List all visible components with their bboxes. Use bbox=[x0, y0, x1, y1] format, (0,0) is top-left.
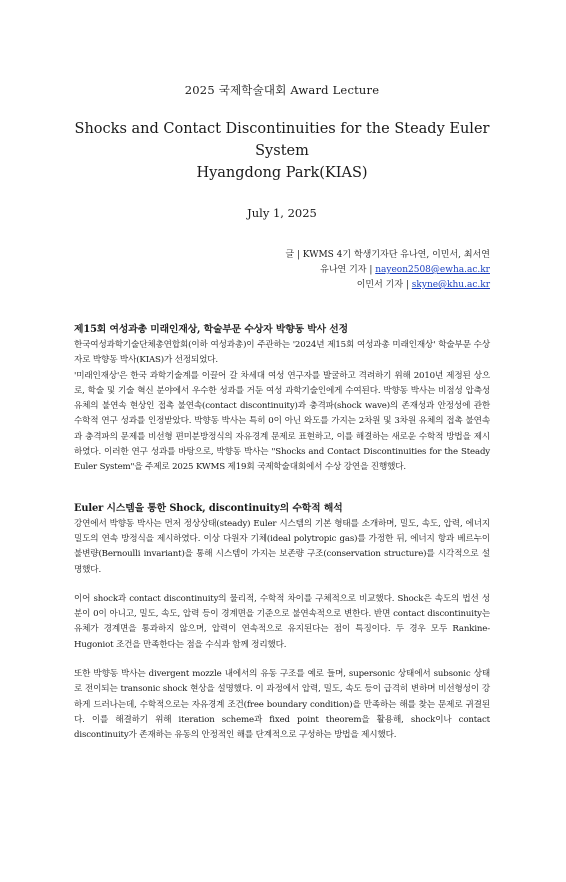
paragraph: 한국여성과학기술단체총연합회(이하 여성과총)이 주관하는 '2024년 제15회 여성과총 미래인재상' 학술부문 수상자로 박향동 박사(KIAS)가 선정되었다. bbox=[74, 340, 490, 366]
reporter-1-email-link[interactable]: nayeon2508@ewha.ac.kr bbox=[375, 265, 490, 275]
reporter-1-label: 유나연 기자 | bbox=[320, 265, 376, 275]
speaker-line: Hyangdong Park(KIAS) bbox=[196, 165, 368, 181]
paragraph: '미래인재상'은 한국 과학기술계를 이끌어 갈 차세대 여성 연구자를 발굴하고 격려하기 위해 2010년 제정된 상으로, 학술 및 기술 혁신 분야에서 우수한 성과를 거둔 여성 과학기술인에게 수여된다. 박향동 박사는 비점성 압축성 유체의 불연속 현상인 접촉 불연속(contact discontinuity)과 충격파(shock wave)의 존재성과 안정성에 관한 수학적 연구 성과를 인정받았다. 박향동 박사는 특히 0이 아닌 와도를 가지는 2차원 및 3차원 유체의 접촉 불연속과 충격파의 문제를 비선형 편미분방정식의 자유경계 문제로 표현하고, 이를 해결하는 새로운 수학적 방법을 제시하였다. 이러한 연구 성과를 바탕으로, 박향동 박사는 "Shocks and Contact Discontinuities for the Steady Euler System"을 주제로 2025 KWMS 제19회 국제학술대회에서 수상 강연을 진행했다. bbox=[74, 370, 490, 473]
reporter-2-label: 이민서 기자 | bbox=[356, 280, 412, 290]
paragraph: 강연에서 박향동 박사는 먼저 정상상태(steady) Euler 시스템의 기본 형태를 소개하며, 밀도, 속도, 압력, 에너지 밀도의 연속 방정식을 제시하였다. 이상 다원자 기체(ideal polytropic gas)를 가정한 뒤, 에너지 항과 베르누이 불변량(Bernoulli invariant)을 통해 시스템이 가지는 보존량 구조(conservation structure)를 시각적으로 설명했다. bbox=[74, 518, 490, 575]
paragraph: 이어 shock과 contact discontinuity의 물리적, 수학적 차이를 구체적으로 비교했다. Shock은 속도의 법선 성분이 0이 아니고, 밀도, 속도, 압력 등이 경계면을 기준으로 불연속적으로 변한다. 반면 contact discontinuity는 유체가 경계면을 통과하지 않으며, 압력이 연속적으로 유지된다는 점이 특징이다. 두 경우 모두 Rankine-Hugoniot 조건을 만족한다는 점을 수식과 함께 정리했다. bbox=[74, 593, 490, 650]
byline-reporter-2 bbox=[74, 278, 490, 293]
event-name: 2025 국제학술대회 Award Lecture bbox=[184, 83, 380, 97]
lecture-title bbox=[74, 118, 490, 184]
byline-reporter-1 bbox=[74, 263, 490, 278]
section-heading: 제15회 여성과총 미래인재상, 학술부문 수상자 박향동 박사 선정 bbox=[74, 324, 349, 335]
lecture-date: July 1, 2025 bbox=[247, 206, 317, 220]
section-award bbox=[74, 321, 490, 476]
byline bbox=[74, 248, 490, 293]
section-euler bbox=[74, 500, 490, 744]
paragraph: 또한 박향동 박사는 divergent mozzle 내에서의 유동 구조를 예로 들며, supersonic 상태에서 subsonic 상태로 전이되는 transonic shock 현상을 설명했다. 이 과정에서 압력, 밀도, 속도 등이 급격히 변하며 비선형성이 강하게 드러나는데, 수학적으로는 자유경계 조건(free boundary condition)을 만족하는 해를 찾는 문제로 귀결된다. 이를 해결하기 위해 iteration scheme과 fixed point theorem을 활용해, shock이나 contact discontinuity가 존재하는 유동의 안정적인 해를 단계적으로 구성하는 방법을 제시했다. bbox=[74, 669, 490, 741]
lecture-title-line: Shocks and Contact Discontinuities for the Steady Euler System bbox=[74, 121, 490, 159]
section-heading: Euler 시스템을 통한 Shock, discontinuity의 수학적 해석 bbox=[74, 502, 343, 514]
document-page bbox=[0, 82, 566, 882]
reporter-2-email-link[interactable]: skyne@khu.ac.kr bbox=[411, 280, 490, 290]
byline-authors: 글 | KWMS 4기 학생기자단 유나연, 이민서, 최서연 bbox=[285, 250, 490, 260]
